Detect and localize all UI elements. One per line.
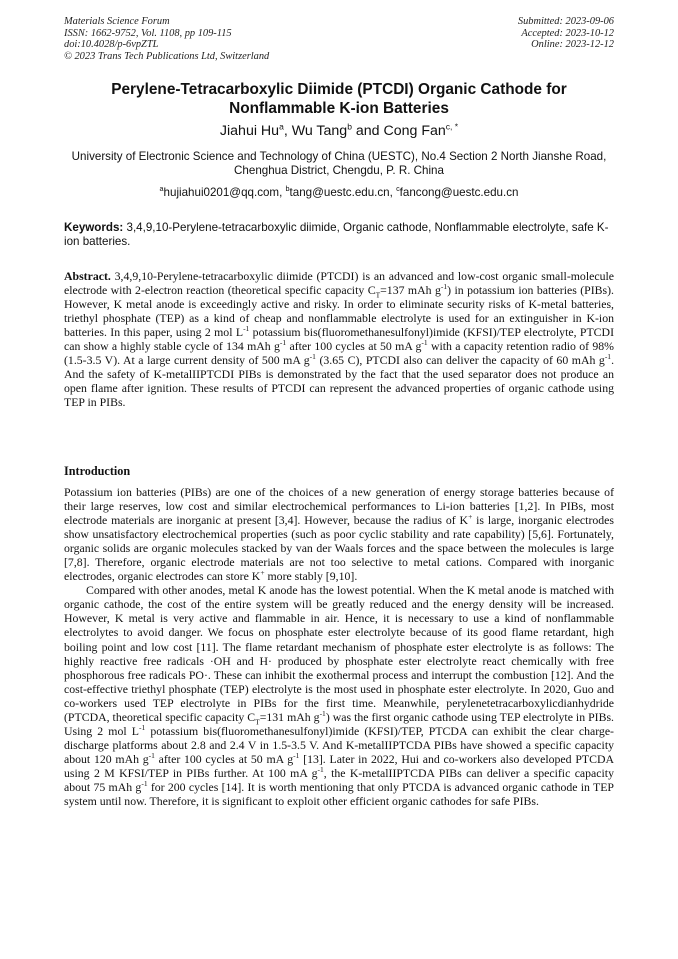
- author-1-mark: a: [279, 121, 284, 132]
- intro-text: [13]. Later in 2022, Hui and co-workers also developed PTCDA using 2 M KFSI/TEP in PIBs further. At 100 mA g: [64, 751, 614, 780]
- title-line-1: Perylene-Tetracarboxylic Diimide (PTCDI) Organic Cathode for: [111, 81, 567, 98]
- submitted-date: Submitted: 2023-09-06: [517, 16, 614, 27]
- intro-paragraph-2: [64, 583, 614, 808]
- introduction-heading: Introduction: [64, 464, 131, 478]
- intro-text: after 100 cycles at 50 mA g: [154, 751, 294, 766]
- keywords-text: 3,4,9,10-Perylene-tetracarboxylic diimide, Organic cathode, Nonflammable electrolyte, safe K-ion batteries.: [64, 221, 609, 249]
- superscript: -1: [604, 352, 612, 362]
- intro-text: Potassium ion batteries (PIBs) are one of the choices of a new generation of energy storage batteries because of their large reserves, low cost and similar electrochemical performances to Li-ion batteries [1,2]. In PIBs, most electrode materials are inorganic at present [3,4]. However, because the radius of K: [64, 485, 614, 528]
- author-emails: [64, 186, 614, 199]
- affiliation: University of Electronic Science and Technology of China (UESTC), No.4 Section 2 North Jianshe Road, Chenghua District, Chengdu, P. R. China: [71, 150, 607, 178]
- intro-text: more stably [9,10].: [264, 569, 358, 584]
- abstract-text: after 100 cycles at 50 mA g: [286, 339, 422, 354]
- superscript: -1: [319, 708, 326, 718]
- intro-paragraph-1: [64, 485, 614, 583]
- intro-text: Compared with other anodes, metal K anode has the lowest potential. When the K metal anode is matched with organic cathode, the cost of the entire system will be greatly reduced and the energy density will be increased. However, K metal is very active and flammable in air. Hence, it is necessary to use a kind of nonflammable electrolytes to avoid danger. We focus on phosphate ester electrolyte because of its good flame retardant, high boiling point and low cost [11]. The flame retardant mechanism of phosphate ester electrolyte is as follows: The highly reactive free radicals ·OH and H· produced by phosphate ester electrolyte react chemically with free phosphorous free radicals PO·. These can inhibit the exothermal process and interrupt the combustion [12]. And the cost-effective triethyl phosphate (TEP) electrolyte is the most used in phosphate ester electrolyte. In 2020, Guo and co-workers used TEP electrolyte in PIBs for the first time. Meanwhile, perylenetetracarboxylicdianhydride (PTCDA, theoretical specific capacity C: [64, 583, 614, 724]
- abstract-text: =137 mAh g: [380, 283, 441, 298]
- author-2: Wu Tang: [291, 123, 348, 139]
- superscript: -1: [293, 750, 300, 760]
- subscript: T: [375, 290, 381, 300]
- superscript: -1: [317, 765, 324, 775]
- title-line-2: Nonflammable K-ion Batteries: [229, 99, 449, 117]
- abstract: [64, 269, 614, 409]
- author-2-mark: b: [347, 121, 352, 132]
- introduction-body: [64, 485, 614, 808]
- superscript: +: [260, 568, 265, 578]
- superscript: -1: [148, 750, 155, 760]
- author-3: Cong Fan: [383, 123, 446, 139]
- superscript: +: [468, 512, 473, 522]
- author-separator: ,: [283, 123, 292, 139]
- abstract-text: ) in potassium ion batteries (PIBs). However, K metal anode is exceedingly active and risky. In order to eliminate security risks of K-metal batteries, triethyl phosphate (TEP) as a kind of cheap and nonflammable electrolyte is used for an extinguisher in K-ion batteries. In this paper, using 2 mol L: [64, 283, 614, 340]
- email-2-mark: b: [285, 184, 290, 194]
- superscript: -1: [138, 722, 146, 732]
- intro-text: =131 mAh g: [259, 709, 320, 724]
- copyright: © 2023 Trans Tech Publications Ltd, Switzerland: [64, 50, 270, 62]
- superscript: -1: [243, 324, 250, 334]
- email-2[interactable]: tang@uestc.edu.cn,: [289, 186, 397, 199]
- email-3-mark: c: [396, 184, 400, 194]
- superscript: -1: [309, 352, 316, 362]
- abstract-text: 3,4,9,10-Perylene-tetracarboxylic diimide (PTCDI) is an advanced and low-cost organic small-molecule electrode with 2-electron reaction (theoretical specific capacity C: [64, 269, 614, 298]
- intro-text: for 200 cycles [14]. It is worth mentioning that only PTCDA is advanced organic cathode in TEP system until now. Therefore, it is significant to exploit other efficient organic cathodes for safe PIBs.: [64, 779, 614, 809]
- email-1-mark: a: [159, 184, 164, 194]
- abstract-text: (3.65 C), PTCDI also can deliver the capacity of 60 mAh g: [315, 353, 605, 368]
- abstract-label: Abstract.: [64, 269, 111, 283]
- author-1: Jiahui Hu: [219, 123, 280, 139]
- abstract-text: potassium bis(fluoromethanesulfonyl)imide (KFSI)/TEP electrolyte, PTCDI can show a highly stable cycle of 134 mAh g: [64, 325, 614, 354]
- abstract-text: . And the safety of K-metalIIPTCDI PIBs is demonstrated by the fact that the used separator does not produce an open flame after ignition. These results of PTCDI can represent the advanced properties of organic cathode using TEP in PIBs.: [64, 353, 615, 410]
- superscript: -1: [141, 779, 148, 789]
- keywords-label: Keywords:: [64, 221, 124, 234]
- publication-dates: [518, 16, 614, 51]
- intro-text: , the K-metalIIPTCDA PIBs can deliver a specific capacity about 75 mAh g: [64, 765, 614, 794]
- superscript: -1: [440, 282, 448, 292]
- journal-info: [64, 16, 269, 62]
- intro-text: potassium bis(fluoromethanesulfonyl)imide (KFSI)/TEP, PTCDA can exhibit the clear charge-discharge platforms about 2.8 and 2.4 V in 1.5-3.5 V. And K-metalIIPTCDA PIBs have showed a specific capacity about 120 mAh g: [64, 723, 614, 766]
- email-1[interactable]: hujiahui0201@qq.com,: [163, 186, 286, 199]
- abstract-text: with a capacity retention radio of 98% (1.5-3.5 V). At a large current density of 500 mA g: [64, 339, 614, 368]
- superscript: -1: [279, 338, 287, 348]
- issn: ISSN: 1662-9752, Vol. 1108, pp 109-115: [64, 27, 232, 39]
- doi[interactable]: doi:10.4028/p-6vpZTL: [64, 39, 159, 51]
- subscript: T: [255, 717, 260, 727]
- intro-text: ) was the first organic cathode using TEP electrolyte in PIBs. Using 2 mol L: [64, 709, 614, 738]
- online-date: Online: 2023-12-12: [531, 39, 614, 51]
- authors: [64, 123, 614, 139]
- intro-text: is large, inorganic electrodes show unsatisfactory electrochemical properties (such as poor cyclic stability and rate capability) [5,6]. Fortunately, organic solids are organic molecules stacked by van der Waals forces and the space between the molecules is large [7,8]. Therefore, organic electrode materials are not too selective to metal cations. Compared with inorganic electrodes, organic electrodes can store K: [64, 513, 614, 584]
- superscript: -1: [421, 338, 428, 348]
- accepted-date: Accepted: 2023-10-12: [521, 27, 614, 39]
- journal-name: Materials Science Forum: [64, 16, 170, 27]
- paper-title: [64, 81, 614, 118]
- author-3-mark: c, *: [445, 121, 459, 132]
- keywords: [64, 221, 614, 250]
- email-3[interactable]: fancong@uestc.edu.cn: [399, 186, 519, 199]
- author-separator: and: [351, 123, 384, 139]
